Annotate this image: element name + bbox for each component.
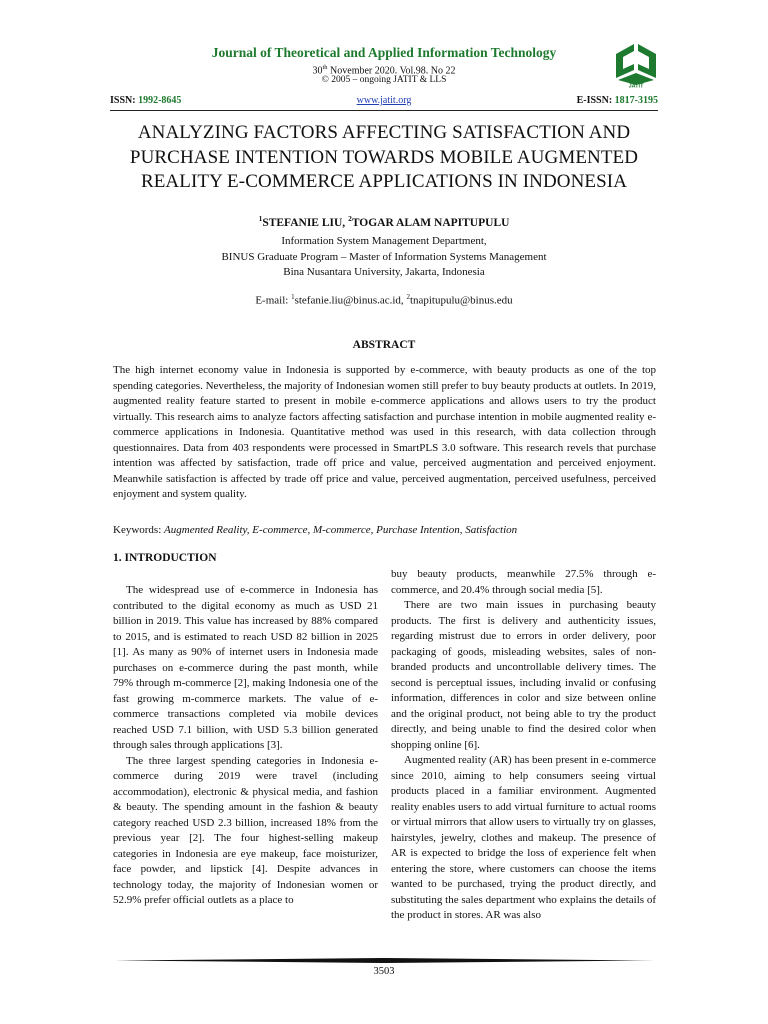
paragraph: The widespread use of e-commerce in Indonesia has contributed to the digital economy as much as USD 21 billion in 2019. This value has increased by 88% compared to 2015, and is estimated to reach USD 82 billion in 2025 [1]. As many as 90% of internet users in Indonesia made purchases on e-commerce during the past month, while 79% through m-commerce [2], making Indonesia one of the fast growing m-commerce markets. The value of e-commerce transactions completed via mobile devices reached USD 7.1 billion, with USD 5.3 billion generated through sales through applications [3]. <box>113 584 378 751</box>
author2-mark: 2 <box>348 214 352 223</box>
eissn-value: 1817-3195 <box>614 95 658 106</box>
keywords-value: Augmented Reality, E-commerce, M-commerce, Purchase Intention, Satisfaction <box>164 524 518 536</box>
email2-mark: 2 <box>406 293 410 301</box>
paragraph: The three largest spending categories in Indonesia e-commerce during 2019 were travel (including accommodation), electronic & physical media, and fashion & beauty. The spending amount in the fashion & beauty category reached USD 2.3 billion, increased 18% from the previous year [2]. The four highest-selling makeup categories in Indonesia are eye makeup, face moisturizer, face powder, and lipstick [4]. Despite advances in technology today, the majority of Indonesian women or 52.9% prefer official outlets as a place to <box>113 754 378 906</box>
affiliation-line-3: Bina Nusantara University, Jakarta, Indonesia <box>283 266 485 278</box>
email1[interactable]: stefanie.liu@binus.ac.id, <box>294 294 407 307</box>
keywords <box>113 524 656 536</box>
author2: TOGAR ALAM NAPITUPULU <box>351 216 510 229</box>
column-right <box>391 567 656 924</box>
issue-day: 30 <box>312 65 323 77</box>
page-number: 3503 <box>373 966 395 977</box>
issue-details: November 2020. Vol.98. No 22 <box>327 65 456 77</box>
paragraph: Augmented reality (AR) has been present in e-commerce since 2010, aiming to help consumers seeing virtual products placed in a familiar environment. Augmented reality enables users to add virtual furniture to actual rooms or virtual mirrors that allow users to virtually try on glasses, hairstyles, jewelry, clothes and makeup. The presence of AR is expected to bridge the loss of experience felt when entering the store, where customers can choose the items wanted to be purchased, trying the product directly, and substituting the sales department who explains the details of the product in stores. AR was also <box>391 754 656 921</box>
affiliation <box>0 234 768 281</box>
paragraph: There are two main issues in purchasing beauty products. The first is delivery and authenticity issues, regarding mistrust due to errors in order delivery, poor packaging of goods, misleading websites, sales of non-branded products and uncontrollable delivery times. The second is perceptual issues, including invalid or confusing information, differences in color and size between online and the original product, not being able to try the product directly, and being unable to find the desired color when shopping online [6]. <box>391 599 656 751</box>
abstract-text: The high internet economy value in Indonesia is supported by e-commerce, with beauty products as one of the top spending categories. Nevertheless, the majority of Indonesian women still prefer to buy beauty products at outlets. In 2019, augmented reality feature started to present in mobile e-commerce applications and allows users to try the product virtually. This research aims to analyze factors affecting satisfaction and purchase intention in mobile augmented reality e-commerce applications in Indonesia. Quantitative method was used in this research, with data collection through questionnaires. Data from 403 respondents were processed in SmartPLS 3.0 software. This research revels that purchase intention was affected by satisfaction, trade off price and value, perceived augmentation and perceived enjoyment. Meanwhile satisfaction is affected by trade off price and value, perceived augmentation, perceived usefulness, perceived enjoyment and system quality. <box>113 364 656 500</box>
affiliation-line-1: Information System Management Department, <box>281 235 487 247</box>
column-left <box>113 583 378 909</box>
section-heading-introduction: 1. INTRODUCTION <box>113 552 217 564</box>
issn-bar <box>110 95 658 109</box>
issue-day-suffix: th <box>322 64 328 71</box>
eissn <box>577 95 658 106</box>
author1: STEFANIE LIU, <box>262 216 349 229</box>
authors <box>0 214 768 229</box>
keywords-label: Keywords: <box>113 524 165 536</box>
email-label: E-mail: <box>255 294 292 307</box>
issn-value: 1992-8645 <box>138 95 182 106</box>
email1-mark: 1 <box>291 293 295 301</box>
email2[interactable]: tnapitupulu@binus.edu <box>409 294 513 307</box>
jatit-logo-icon <box>614 40 658 88</box>
website-link[interactable]: www.jatit.org <box>356 95 412 106</box>
footer-rule <box>115 958 655 963</box>
abstract-heading: ABSTRACT <box>352 339 416 351</box>
paper-title: ANALYZING FACTORS AFFECTING SATISFACTION AND PURCHASE INTENTION TOWARDS MOBILE AUGMENTED REALITY E-COMMERCE APPLICATIONS IN INDONESIA <box>129 122 639 192</box>
issn-label: ISSN: <box>110 95 139 106</box>
email-line <box>0 293 768 307</box>
copyright-notice: © 2005 – ongoing JATIT & LLS <box>321 75 447 85</box>
journal-title: Journal of Theoretical and Applied Information Technology <box>211 45 557 60</box>
affiliation-line-2: BINUS Graduate Program – Master of Information Systems Management <box>221 250 547 263</box>
eissn-label: E-ISSN: <box>576 95 615 106</box>
paragraph: buy beauty products, meanwhile 27.5% through e-commerce, and 20.4% through social media [5]. <box>391 568 656 596</box>
logo-text: JATIT <box>628 83 644 88</box>
author1-mark: 1 <box>258 214 263 223</box>
header-rule <box>110 110 658 111</box>
